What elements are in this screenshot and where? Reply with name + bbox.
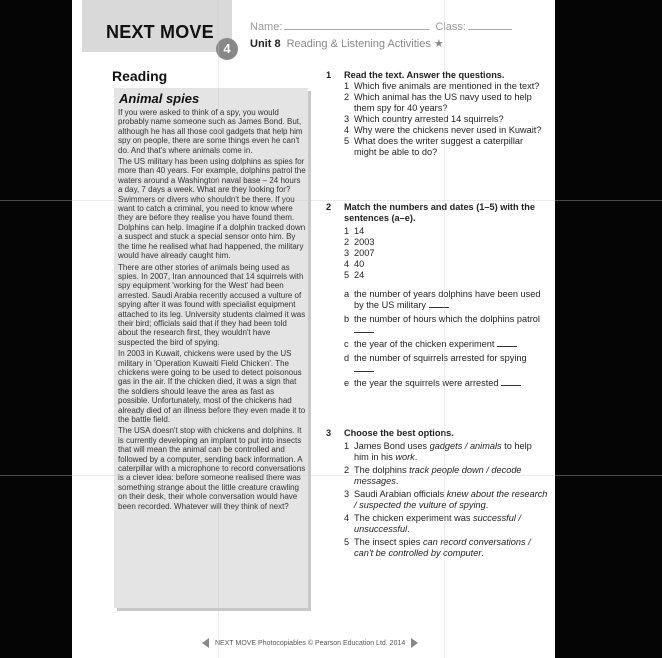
name-field[interactable] [284, 29, 429, 30]
choice-stem: The insect spies [354, 537, 423, 547]
article-body [118, 108, 306, 513]
choice-period: . [481, 548, 484, 558]
exercise-3 [326, 428, 548, 559]
grid-line [0, 475, 662, 476]
sentence-item [344, 339, 548, 350]
item-value: 2003 [354, 237, 375, 247]
sentence-letter: e [344, 378, 350, 388]
answer-blank[interactable] [354, 332, 374, 333]
footer-text: NEXT MOVE Photocopiables © Pearson Education Ltd. 2014 [215, 639, 406, 647]
article-paragraph: The US military has been using dolphins as spies for more than 40 years. For example, dolphins patrol the waters around a Washington naval base – 24 hours a day, 7 days a week. What are they looking for? Swimmers or divers who shouldn't be there. If you want to catch a criminal, you need to know where they are before they realise you have found them. Dolphins can help. Imagine if a dolphin tracked down a suspect and stuck a special sensor onto him. By the time he realised what had happened, the military would have already caught him. [118, 157, 306, 261]
question-item [344, 92, 548, 114]
next-page-icon[interactable] [411, 638, 418, 648]
choice-item [344, 441, 548, 463]
choice-number: 3 [344, 489, 350, 499]
choice-stem: The dolphins [354, 465, 410, 475]
item-value: 40 [354, 259, 365, 269]
sentence-item [344, 378, 548, 389]
sentence-text: the number of squirrels arrested for spying [354, 353, 527, 363]
choice-number: 5 [344, 537, 350, 547]
page-footer [202, 638, 418, 648]
choice-number: 4 [344, 513, 350, 523]
article-paragraph: In 2003 in Kuwait, chickens were used by the US military in 'Operation Kuwaiti Field Chicken'. The chickens were going to be used to detect poisonous gas in the air. If the chicken died, it was a sign that the soldiers should leave the area as fast as possible. Unfortunately, most of the chickens had already died of an illness before they even made it to the battle field. [118, 349, 306, 424]
logo: NEXT MOVE [106, 22, 214, 42]
choice-stem-word: work [395, 452, 415, 462]
choice-stem: James Bond uses [354, 441, 430, 451]
answer-blank[interactable] [429, 307, 449, 308]
article-title: Animal spies [119, 91, 200, 106]
item-number: 2 [344, 237, 350, 247]
number-item [344, 237, 548, 248]
previous-page-icon[interactable] [202, 638, 209, 648]
choice-stem: Saudi Arabian officials [354, 489, 447, 499]
exercise-1 [326, 70, 548, 158]
section-title: Reading [112, 68, 168, 84]
choice-options[interactable]: can record conversations / can't be controlled by computer [354, 537, 531, 558]
article-paragraph: The USA doesn't stop with chickens and dolphins. It is currently developing an implant to put into insects that will mean the animal can be controlled and followed by a computer, sending back information. A caterpillar with a microphone to record conversations is a clever idea: before someone realised there was something strange about the little creature crawling on their desk, their whole conversation would have been recorded. Whatever will they think of next? [118, 426, 306, 511]
unit-heading [250, 37, 444, 50]
question-item [344, 125, 548, 136]
item-number: 4 [344, 259, 350, 269]
exercise-instruction: Match the numbers and dates (1–5) with the sentences (a–e). [344, 202, 535, 223]
item-number: 1 [344, 226, 350, 236]
question-item [344, 81, 548, 92]
sentence-text: the year the squirrels were arrested [354, 378, 499, 388]
choice-item [344, 513, 548, 535]
item-value: 2007 [354, 248, 375, 258]
name-label: Name: [250, 21, 283, 33]
exercise-number: 3 [326, 428, 332, 438]
answer-blank[interactable] [354, 371, 374, 372]
number-item [344, 226, 548, 237]
exercise-instruction: Choose the best options. [344, 428, 454, 438]
choice-item [344, 465, 548, 487]
question-text: Which country arrested 14 squirrels? [354, 114, 504, 124]
question-number: 4 [344, 125, 350, 135]
choice-period: . [395, 476, 399, 486]
choice-period: . [414, 452, 418, 462]
question-number: 2 [344, 92, 350, 102]
choice-options[interactable]: successful / unsuccessful [354, 513, 521, 534]
exercise-2 [326, 202, 548, 389]
unit-title: Reading & Listening Activities ★ [286, 38, 444, 50]
number-item [344, 270, 548, 281]
item-value: 24 [354, 270, 365, 280]
sentence-item [344, 353, 548, 375]
class-field[interactable] [468, 29, 512, 30]
exercise-number: 1 [326, 70, 332, 80]
worksheet-page [72, 0, 555, 658]
exercise-instruction: Read the text. Answer the questions. [344, 70, 505, 80]
sentence-text: the number of hours which the dolphins patrol [354, 314, 540, 324]
item-number: 5 [344, 270, 350, 280]
grid-line [0, 200, 662, 201]
question-item [344, 136, 548, 158]
answer-blank[interactable] [497, 346, 517, 347]
question-text: What does the writer suggest a caterpillar might be able to do? [354, 136, 524, 157]
sentence-text: the year of the chicken experiment [354, 339, 495, 349]
number-item [344, 248, 548, 259]
article-paragraph: There are other stories of animals being used as spies. In 2007, Iran announced that 14 squirrels with spy equipment 'working for the West' had been arrested. Saudi Arabia recently accused a vulture of spying after it was found with specialist equipment attached to its leg. University students claimed it was their bird; officials said that if they had been told about the research first, they wouldn't have suspected the bird of spying. [118, 262, 306, 347]
choice-options[interactable]: knew about the research / suspected the vulture of spying [354, 489, 548, 510]
choice-period: . [407, 524, 410, 534]
unit-label: Unit 8 [250, 38, 281, 50]
grid-line [444, 0, 445, 658]
article-paragraph: If you were asked to think of a spy, you would probably name someone such as James Bond. But, although he has all those cool gadgets that help him spy on people, there are some things even he can't do. And that's where animals come in. [118, 108, 303, 155]
sentence-letter: c [344, 339, 349, 349]
question-number: 3 [344, 114, 350, 124]
unit-badge: 4 [216, 38, 238, 60]
item-value: 14 [354, 226, 365, 236]
question-text: Which five animals are mentioned in the text? [354, 81, 540, 91]
name-class-line [250, 21, 512, 33]
sentence-letter: a [344, 289, 350, 299]
number-item [344, 259, 548, 270]
sentence-item [344, 314, 548, 336]
choice-item [344, 489, 548, 511]
exercise-number: 2 [326, 202, 332, 212]
item-number: 3 [344, 248, 350, 258]
choice-options[interactable]: track people down / decode messages [354, 465, 522, 486]
choice-item [344, 537, 548, 559]
sentence-item [344, 289, 548, 311]
question-number: 5 [344, 136, 350, 146]
choice-options[interactable]: gadgets / animals [429, 441, 502, 451]
class-label: Class: [435, 21, 466, 33]
choice-stem: The chicken experiment was [354, 513, 473, 523]
sentence-letter: b [344, 314, 350, 324]
sentence-letter: d [344, 353, 350, 363]
question-text: Why were the chickens never used in Kuwait? [354, 125, 542, 135]
choice-number: 2 [344, 465, 350, 475]
answer-blank[interactable] [501, 385, 521, 386]
choice-number: 1 [344, 441, 350, 451]
choice-period: . [485, 500, 489, 510]
grid-line [218, 0, 219, 658]
reading-text-box [114, 88, 308, 608]
question-number: 1 [344, 81, 350, 91]
question-text: Which animal has the US navy used to help them spy for 40 years? [354, 92, 532, 113]
question-item [344, 114, 548, 125]
sentence-text: the number of years dolphins have been used by the US military [354, 289, 541, 310]
choice-stem-end: to help him in his [354, 441, 532, 462]
